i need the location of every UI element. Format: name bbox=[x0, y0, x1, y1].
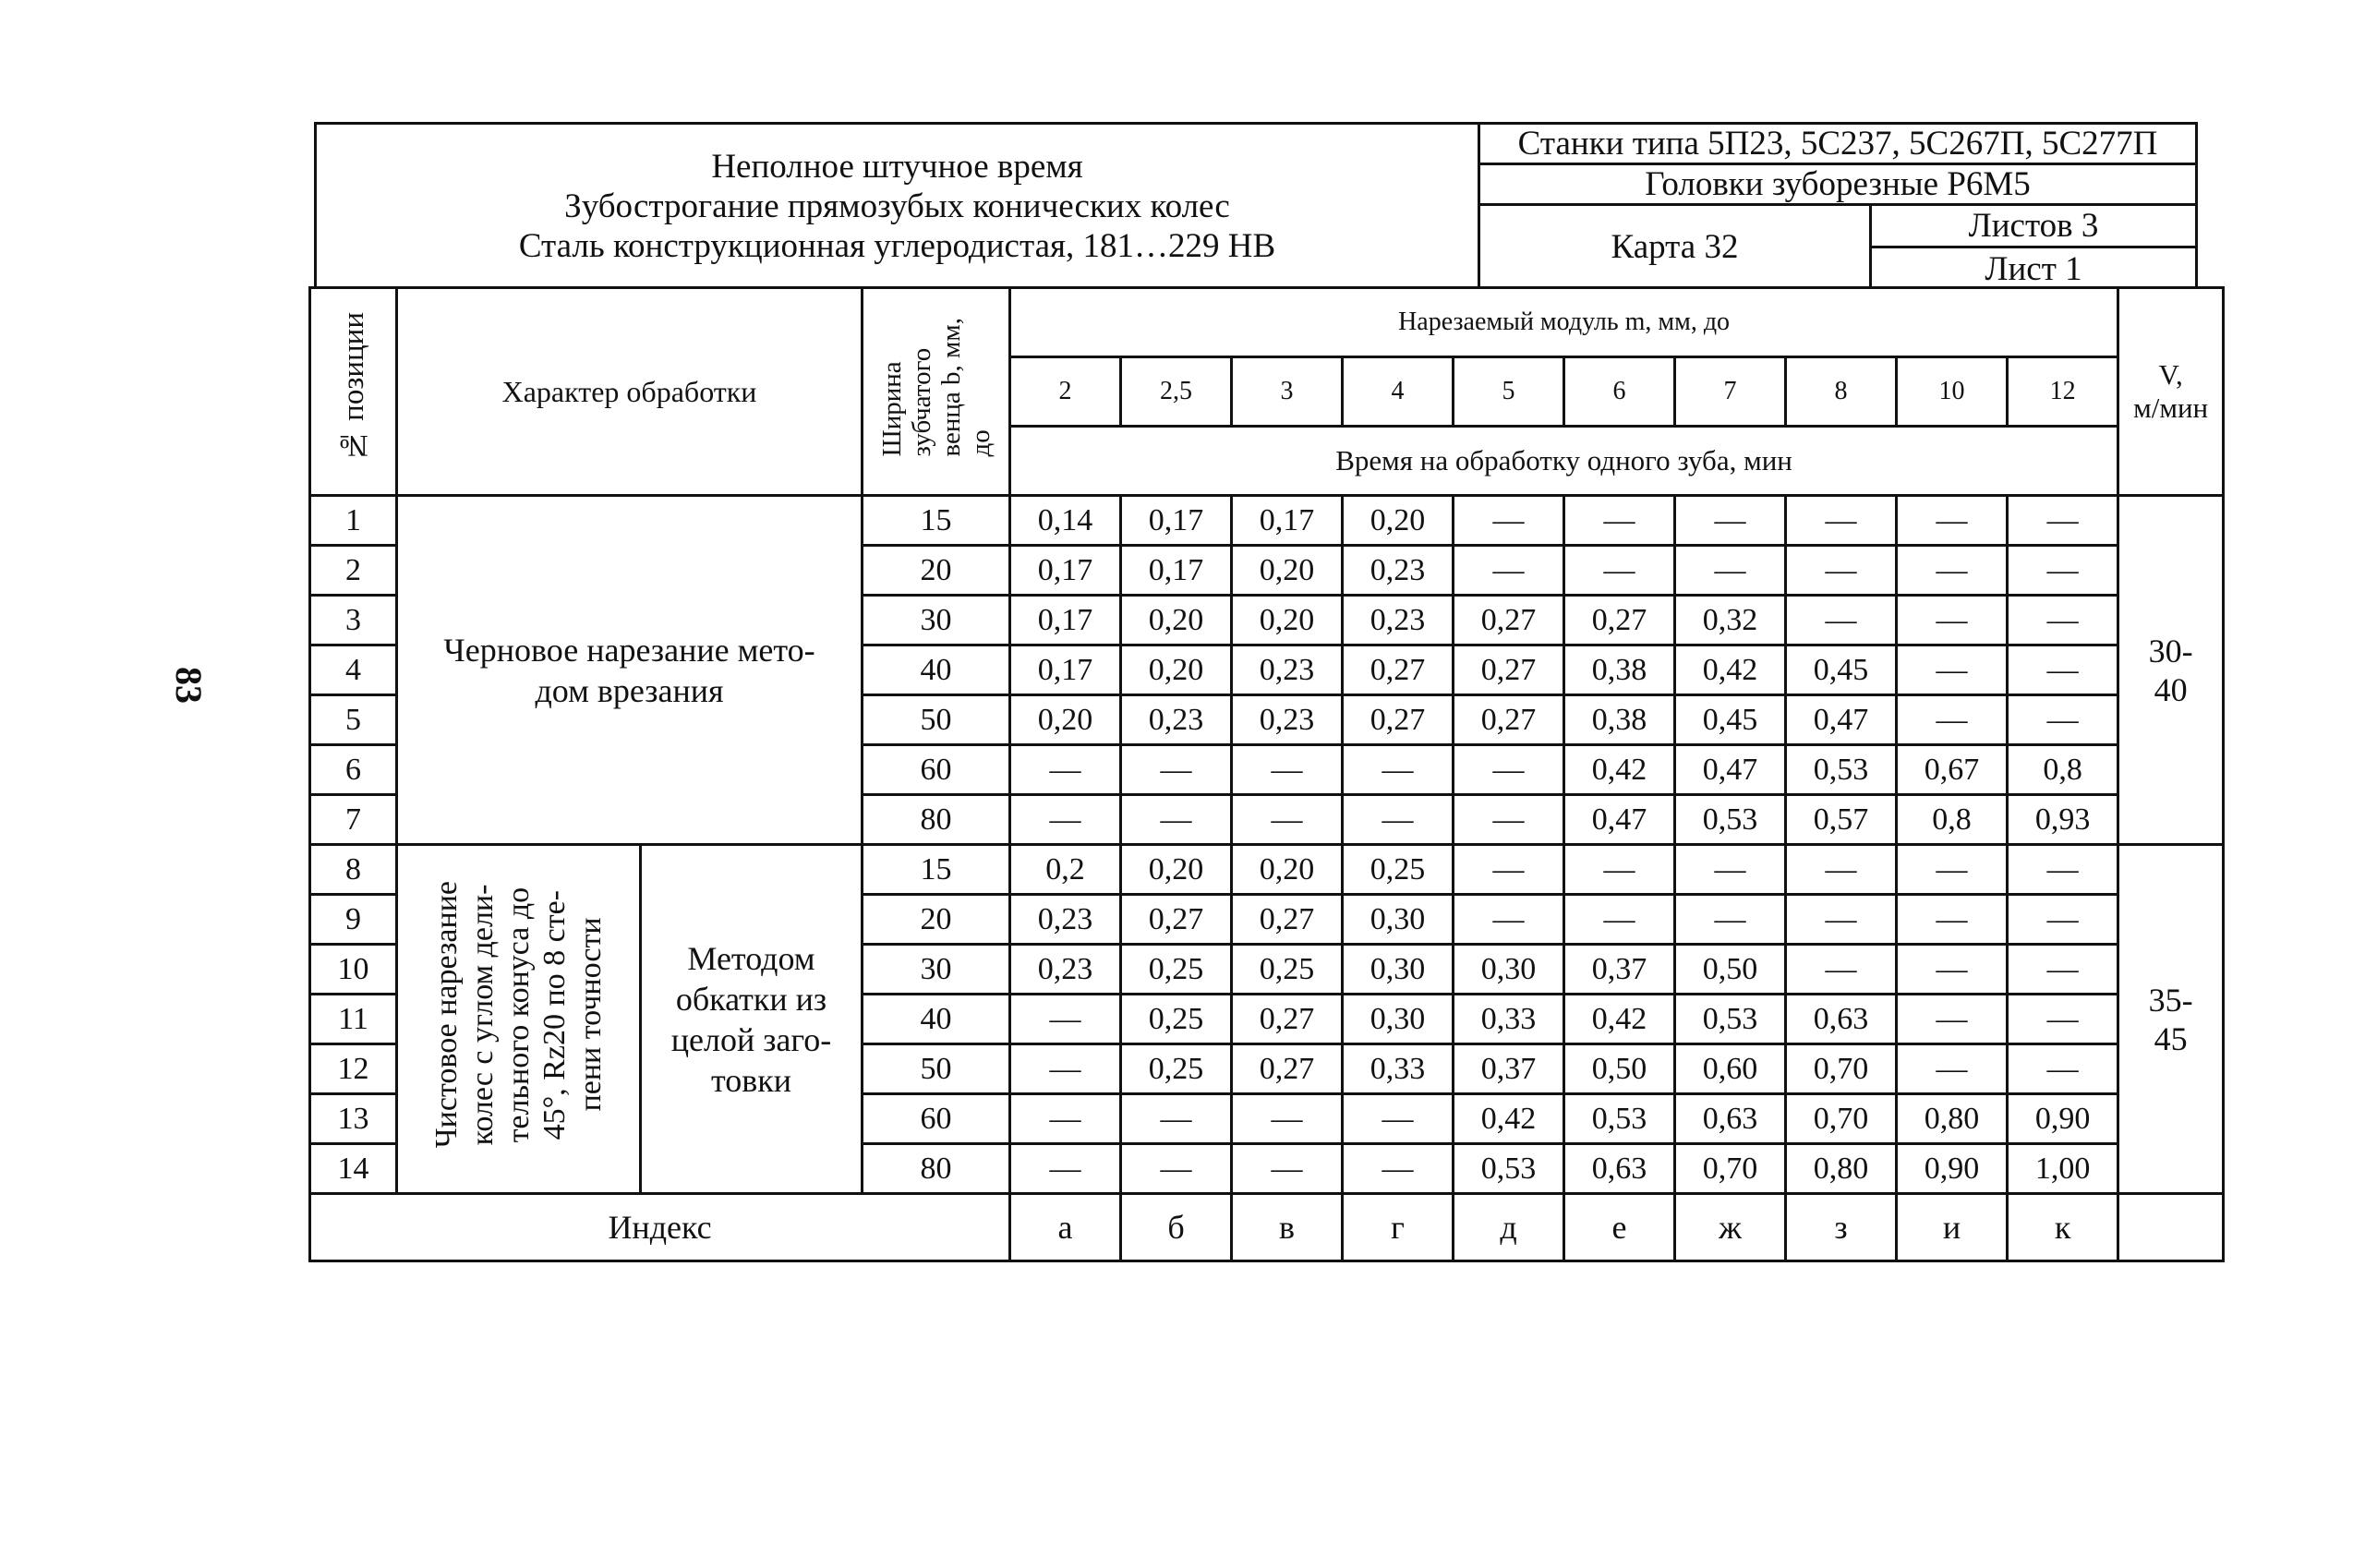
time-value-cell: 0,20 bbox=[1121, 596, 1232, 645]
time-value-cell: 0,25 bbox=[1121, 995, 1232, 1044]
time-value-cell: 1,00 bbox=[2008, 1144, 2118, 1194]
time-value-cell: — bbox=[1343, 1094, 1454, 1144]
module-cell: 4 bbox=[1343, 357, 1454, 427]
module-cell: 2 bbox=[1010, 357, 1121, 427]
machines-label: Станки типа 5П23, 5С237, 5С267П, 5С277П bbox=[1480, 125, 2195, 165]
header-title bbox=[317, 125, 1480, 288]
time-value-cell: — bbox=[1564, 845, 1675, 895]
position-cell: 1 bbox=[310, 496, 397, 546]
time-value-cell: 0,32 bbox=[1675, 596, 1786, 645]
time-value-cell: — bbox=[1897, 695, 2008, 745]
time-value-cell: 0,17 bbox=[1010, 645, 1121, 695]
width-cell: 30 bbox=[863, 945, 1010, 995]
processing-header: Характер обработки bbox=[397, 288, 863, 496]
time-value-cell: 0,63 bbox=[1675, 1094, 1786, 1144]
index-letter-cell: д bbox=[1454, 1194, 1564, 1261]
width-cell: 40 bbox=[863, 995, 1010, 1044]
time-value-cell: 0,25 bbox=[1121, 1044, 1232, 1094]
time-value-cell: — bbox=[2008, 496, 2118, 546]
time-value-cell: — bbox=[1897, 845, 2008, 895]
position-cell: 5 bbox=[310, 695, 397, 745]
time-norms-table bbox=[308, 286, 2225, 1262]
time-value-cell: — bbox=[1121, 795, 1232, 845]
time-value-cell: 0,27 bbox=[1343, 695, 1454, 745]
roughing-group bbox=[310, 496, 2224, 845]
time-value-cell: — bbox=[1786, 945, 1897, 995]
time-value-cell: — bbox=[1786, 596, 1897, 645]
time-value-cell: — bbox=[1897, 546, 2008, 596]
width-cell: 20 bbox=[863, 895, 1010, 945]
time-value-cell: 0,27 bbox=[1564, 596, 1675, 645]
time-value-cell: 0,90 bbox=[1897, 1144, 2008, 1194]
time-value-cell: 0,37 bbox=[1564, 945, 1675, 995]
position-cell: 9 bbox=[310, 895, 397, 945]
time-value-cell: 0,27 bbox=[1454, 596, 1564, 645]
time-value-cell: 0,47 bbox=[1675, 745, 1786, 795]
time-value-cell: 0,47 bbox=[1564, 795, 1675, 845]
time-value-cell: — bbox=[1786, 895, 1897, 945]
module-cell: 3 bbox=[1232, 357, 1343, 427]
time-value-cell: 0,90 bbox=[2008, 1094, 2118, 1144]
table-row bbox=[310, 496, 2224, 546]
time-value-cell: 0,27 bbox=[1343, 645, 1454, 695]
time-value-cell: 0,30 bbox=[1454, 945, 1564, 995]
processing-text: Чистовое нарезание колес с углом дели- тельного конуса до 45°, Rz20 по 8 сте- пени точности bbox=[429, 881, 608, 1149]
position-cell: 6 bbox=[310, 745, 397, 795]
header-info bbox=[1480, 125, 2195, 288]
time-value-cell: 0,63 bbox=[1564, 1144, 1675, 1194]
time-value-cell: 0,20 bbox=[1232, 845, 1343, 895]
time-value-cell: — bbox=[1454, 546, 1564, 596]
time-value-cell: — bbox=[1897, 496, 2008, 546]
time-value-cell: 0,33 bbox=[1454, 995, 1564, 1044]
time-value-cell: 0,27 bbox=[1454, 695, 1564, 745]
time-value-cell: — bbox=[1454, 496, 1564, 546]
time-value-cell: 0,23 bbox=[1343, 546, 1454, 596]
position-cell: 14 bbox=[310, 1144, 397, 1194]
time-value-cell: — bbox=[1675, 546, 1786, 596]
position-cell: 11 bbox=[310, 995, 397, 1044]
index-letter-cell: в bbox=[1232, 1194, 1343, 1261]
module-header: Нарезаемый модуль m, мм, до bbox=[1010, 288, 2118, 357]
time-value-cell: 0,20 bbox=[1121, 845, 1232, 895]
module-cell: 6 bbox=[1564, 357, 1675, 427]
time-header: Время на обработку одного зуба, мин bbox=[1010, 427, 2118, 496]
time-value-cell: 0,23 bbox=[1343, 596, 1454, 645]
time-value-cell: — bbox=[2008, 845, 2118, 895]
width-cell: 40 bbox=[863, 645, 1010, 695]
time-value-cell: 0,50 bbox=[1564, 1044, 1675, 1094]
position-cell: 7 bbox=[310, 795, 397, 845]
time-value-cell: — bbox=[1454, 895, 1564, 945]
time-value-cell: 0,47 bbox=[1786, 695, 1897, 745]
position-cell: 12 bbox=[310, 1044, 397, 1094]
index-letter-cell: е bbox=[1564, 1194, 1675, 1261]
time-value-cell: 0,57 bbox=[1786, 795, 1897, 845]
time-value-cell: 0,20 bbox=[1010, 695, 1121, 745]
position-header-text: № позиции bbox=[336, 312, 370, 463]
position-cell: 8 bbox=[310, 845, 397, 895]
position-cell: 13 bbox=[310, 1094, 397, 1144]
processing-cell bbox=[397, 845, 641, 1194]
width-cell: 60 bbox=[863, 1094, 1010, 1144]
time-value-cell: 0,63 bbox=[1786, 995, 1897, 1044]
time-value-cell: 0,17 bbox=[1232, 496, 1343, 546]
width-cell: 20 bbox=[863, 546, 1010, 596]
position-cell: 10 bbox=[310, 945, 397, 995]
speed-cell: 35- 45 bbox=[2118, 845, 2224, 1194]
time-value-cell: 0,20 bbox=[1232, 596, 1343, 645]
module-cell: 10 bbox=[1897, 357, 2008, 427]
time-value-cell: 0,2 bbox=[1010, 845, 1121, 895]
time-value-cell: 0,30 bbox=[1343, 895, 1454, 945]
position-header bbox=[310, 288, 397, 496]
time-value-cell: — bbox=[1454, 745, 1564, 795]
time-value-cell: 0,33 bbox=[1343, 1044, 1454, 1094]
page-number: 83 bbox=[168, 667, 210, 704]
time-value-cell: 0,50 bbox=[1675, 945, 1786, 995]
time-value-cell: — bbox=[1454, 795, 1564, 845]
time-value-cell: 0,17 bbox=[1010, 596, 1121, 645]
index-letter-cell: б bbox=[1121, 1194, 1232, 1261]
time-value-cell: 0,42 bbox=[1675, 645, 1786, 695]
time-value-cell: 0,25 bbox=[1343, 845, 1454, 895]
time-value-cell: — bbox=[1121, 745, 1232, 795]
time-value-cell: 0,67 bbox=[1897, 745, 2008, 795]
title-line-2: Зубострогание прямозубых конических колес bbox=[564, 187, 1230, 225]
time-value-cell: — bbox=[1786, 845, 1897, 895]
width-cell: 80 bbox=[863, 1144, 1010, 1194]
time-value-cell: 0,17 bbox=[1121, 496, 1232, 546]
module-cell: 2,5 bbox=[1121, 357, 1232, 427]
time-value-cell: 0,93 bbox=[2008, 795, 2118, 845]
time-value-cell: — bbox=[1010, 795, 1121, 845]
width-header bbox=[863, 288, 1010, 496]
time-value-cell: 0,20 bbox=[1343, 496, 1454, 546]
time-value-cell: — bbox=[1232, 795, 1343, 845]
time-value-cell: — bbox=[2008, 546, 2118, 596]
time-value-cell: — bbox=[1121, 1094, 1232, 1144]
time-value-cell: — bbox=[1010, 745, 1121, 795]
time-value-cell: 0,14 bbox=[1010, 496, 1121, 546]
time-value-cell: 0,17 bbox=[1121, 546, 1232, 596]
time-value-cell: — bbox=[2008, 995, 2118, 1044]
sheet-number: Лист 1 bbox=[1985, 250, 2082, 288]
time-value-cell: — bbox=[1564, 895, 1675, 945]
width-cell: 15 bbox=[863, 496, 1010, 546]
time-value-cell: — bbox=[1343, 795, 1454, 845]
time-value-cell: — bbox=[1010, 1044, 1121, 1094]
time-value-cell: 0,27 bbox=[1454, 645, 1564, 695]
time-value-cell: 0,30 bbox=[1343, 995, 1454, 1044]
index-letter-cell: и bbox=[1897, 1194, 2008, 1261]
title-line-1: Неполное штучное время bbox=[711, 148, 1083, 186]
time-value-cell: — bbox=[1897, 895, 2008, 945]
time-value-cell: — bbox=[2008, 596, 2118, 645]
time-value-cell: — bbox=[2008, 1044, 2118, 1094]
time-value-cell: 0,23 bbox=[1010, 895, 1121, 945]
time-value-cell: — bbox=[1121, 1144, 1232, 1194]
time-value-cell: — bbox=[1564, 496, 1675, 546]
time-value-cell: 0,45 bbox=[1786, 645, 1897, 695]
speed-header: V, м/мин bbox=[2118, 288, 2224, 496]
time-value-cell: — bbox=[1786, 546, 1897, 596]
time-value-cell: — bbox=[1897, 596, 2008, 645]
time-value-cell: 0,53 bbox=[1786, 745, 1897, 795]
index-label: Индекс bbox=[310, 1194, 1010, 1261]
index-row bbox=[310, 1194, 2224, 1261]
time-value-cell: — bbox=[1010, 995, 1121, 1044]
time-value-cell: 0,23 bbox=[1121, 695, 1232, 745]
table-row bbox=[310, 845, 2224, 895]
time-value-cell: 0,20 bbox=[1121, 645, 1232, 695]
time-value-cell: — bbox=[1897, 995, 2008, 1044]
time-value-cell: 0,17 bbox=[1010, 546, 1121, 596]
finishing-group bbox=[310, 845, 2224, 1194]
time-value-cell: 0,23 bbox=[1232, 695, 1343, 745]
time-value-cell: 0,45 bbox=[1675, 695, 1786, 745]
width-cell: 50 bbox=[863, 1044, 1010, 1094]
time-value-cell: 0,27 bbox=[1121, 895, 1232, 945]
time-value-cell: 0,37 bbox=[1454, 1044, 1564, 1094]
method-cell: Методом обкатки из целой заго- товки bbox=[641, 845, 863, 1194]
position-cell: 4 bbox=[310, 645, 397, 695]
time-value-cell: — bbox=[1343, 745, 1454, 795]
time-value-cell: — bbox=[1897, 945, 2008, 995]
time-value-cell: — bbox=[1454, 845, 1564, 895]
time-value-cell: 0,60 bbox=[1675, 1044, 1786, 1094]
time-value-cell: 0,20 bbox=[1232, 546, 1343, 596]
index-letter-cell: з bbox=[1786, 1194, 1897, 1261]
time-value-cell: — bbox=[1232, 1094, 1343, 1144]
module-cell: 7 bbox=[1675, 357, 1786, 427]
time-value-cell: 0,53 bbox=[1675, 795, 1786, 845]
time-value-cell: 0,38 bbox=[1564, 645, 1675, 695]
width-cell: 80 bbox=[863, 795, 1010, 845]
time-value-cell: — bbox=[2008, 895, 2118, 945]
time-value-cell: 0,30 bbox=[1343, 945, 1454, 995]
time-value-cell: 0,42 bbox=[1564, 745, 1675, 795]
time-value-cell: 0,8 bbox=[1897, 795, 2008, 845]
time-value-cell: 0,70 bbox=[1786, 1094, 1897, 1144]
width-cell: 15 bbox=[863, 845, 1010, 895]
time-value-cell: 0,53 bbox=[1454, 1144, 1564, 1194]
width-cell: 60 bbox=[863, 745, 1010, 795]
time-value-cell: 0,53 bbox=[1675, 995, 1786, 1044]
time-value-cell: — bbox=[2008, 945, 2118, 995]
position-cell: 2 bbox=[310, 546, 397, 596]
time-value-cell: 0,23 bbox=[1232, 645, 1343, 695]
time-value-cell: 0,80 bbox=[1786, 1144, 1897, 1194]
time-value-cell: 0,27 bbox=[1232, 895, 1343, 945]
time-value-cell: — bbox=[1897, 645, 2008, 695]
position-cell: 3 bbox=[310, 596, 397, 645]
index-letter-cell: а bbox=[1010, 1194, 1121, 1261]
time-value-cell: — bbox=[1010, 1144, 1121, 1194]
time-value-cell: 0,23 bbox=[1010, 945, 1121, 995]
processing-cell: Черновое нарезание мето- дом врезания bbox=[397, 496, 863, 845]
width-cell: 30 bbox=[863, 596, 1010, 645]
time-value-cell: — bbox=[1675, 496, 1786, 546]
module-cell: 5 bbox=[1454, 357, 1564, 427]
card-number bbox=[1480, 206, 1872, 288]
time-value-cell: 0,70 bbox=[1786, 1044, 1897, 1094]
time-value-cell: — bbox=[1232, 1144, 1343, 1194]
time-value-cell: — bbox=[1564, 546, 1675, 596]
time-value-cell: 0,25 bbox=[1232, 945, 1343, 995]
time-value-cell: — bbox=[1343, 1144, 1454, 1194]
index-empty-cell bbox=[2118, 1194, 2224, 1261]
width-header-text: Ширина зубчатого венца b, мм, до bbox=[876, 318, 996, 457]
time-value-cell: 0,80 bbox=[1897, 1094, 2008, 1144]
index-letter-cell: г bbox=[1343, 1194, 1454, 1261]
time-value-cell: 0,42 bbox=[1454, 1094, 1564, 1144]
sheets-total: Листов 3 bbox=[1872, 206, 2195, 248]
time-value-cell: — bbox=[1675, 895, 1786, 945]
index-letter-cell: ж bbox=[1675, 1194, 1786, 1261]
time-value-cell: 0,27 bbox=[1232, 1044, 1343, 1094]
time-value-cell: — bbox=[1232, 745, 1343, 795]
time-value-cell: 0,38 bbox=[1564, 695, 1675, 745]
tool-label: Головки зуборезные Р6М5 bbox=[1480, 165, 2195, 206]
module-cell: 12 bbox=[2008, 357, 2118, 427]
title-line-3: Сталь конструкционная углеродистая, 181…229 НВ bbox=[518, 227, 1276, 265]
time-value-cell: — bbox=[1897, 1044, 2008, 1094]
time-value-cell: 0,53 bbox=[1564, 1094, 1675, 1144]
time-value-cell: — bbox=[2008, 645, 2118, 695]
time-value-cell: 0,25 bbox=[1121, 945, 1232, 995]
time-value-cell: — bbox=[1010, 1094, 1121, 1144]
time-value-cell: 0,42 bbox=[1564, 995, 1675, 1044]
module-cell: 8 bbox=[1786, 357, 1897, 427]
time-value-cell: 0,27 bbox=[1232, 995, 1343, 1044]
time-value-cell: — bbox=[2008, 695, 2118, 745]
card-header bbox=[314, 122, 2198, 288]
time-value-cell: — bbox=[1675, 845, 1786, 895]
time-value-cell: 0,70 bbox=[1675, 1144, 1786, 1194]
time-value-cell: — bbox=[1786, 496, 1897, 546]
width-cell: 50 bbox=[863, 695, 1010, 745]
index-letter-cell: к bbox=[2008, 1194, 2118, 1261]
time-value-cell: 0,8 bbox=[2008, 745, 2118, 795]
speed-cell: 30- 40 bbox=[2118, 496, 2224, 845]
card-number-text: Карта 32 bbox=[1611, 228, 1739, 266]
